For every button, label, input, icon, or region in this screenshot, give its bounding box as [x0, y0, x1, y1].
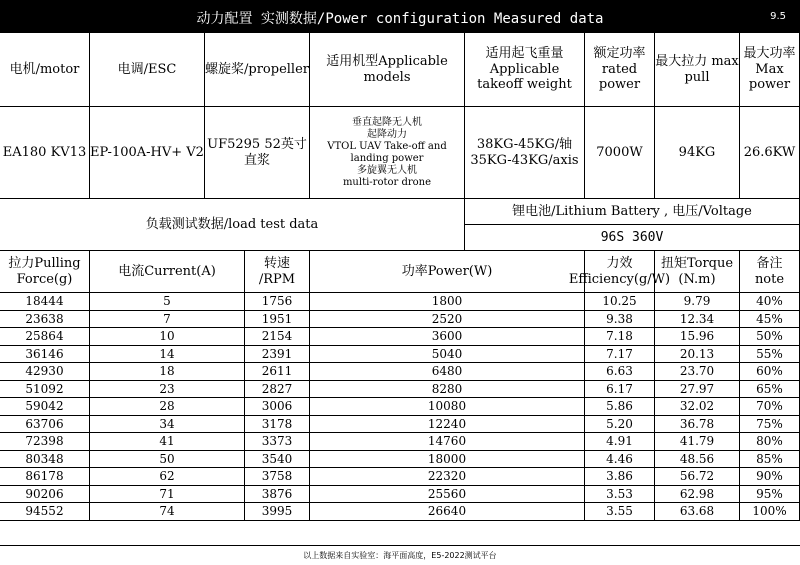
spec-header-esc: 电调/ESC [90, 33, 205, 107]
table-cell-r4-c5: 7.17 [585, 346, 655, 364]
table-cell-r8-c6: 36.78 [655, 416, 740, 434]
version-label: 9.5 [770, 11, 786, 22]
table-cell-r8-c5: 5.20 [585, 416, 655, 434]
table-cell-r12-c2: 71 [90, 486, 245, 504]
table-cell-r10-c1: 80348 [0, 451, 90, 469]
table-cell-r3-c2: 10 [90, 328, 245, 346]
table-cell-r5-c4: 6480 [310, 363, 585, 381]
table-cell-r1-c1: 18444 [0, 293, 90, 311]
table-cell-r10-c4: 18000 [310, 451, 585, 469]
spec-header-propeller: 螺旋桨/propeller [205, 33, 310, 107]
data-sheet [0, 33, 800, 564]
table-cell-r13-c2: 74 [90, 503, 245, 521]
table-cell-r3-c1: 25864 [0, 328, 90, 346]
table-cell-r10-c7: 85% [740, 451, 800, 469]
spec-header-max-pull: 最大拉力 max pull [655, 33, 740, 107]
table-cell-r5-c1: 42930 [0, 363, 90, 381]
table-cell-r13-c3: 3995 [245, 503, 310, 521]
table-header-7: 备注 note [740, 251, 800, 293]
table-cell-r3-c4: 3600 [310, 328, 585, 346]
table-cell-r13-c6: 63.68 [655, 503, 740, 521]
spec-header-takeoff-weight: 适用起飞重量 Applicable takeoff weight [465, 33, 585, 107]
table-header-6: 扭矩Torque (N.m) [655, 251, 740, 293]
table-cell-r8-c1: 63706 [0, 416, 90, 434]
table-cell-r3-c5: 7.18 [585, 328, 655, 346]
table-cell-r4-c4: 5040 [310, 346, 585, 364]
battery-label: 锂电池/Lithium Battery , 电压/Voltage [465, 199, 800, 225]
table-cell-r6-c6: 27.97 [655, 381, 740, 399]
table-cell-r6-c7: 65% [740, 381, 800, 399]
table-cell-r1-c3: 1756 [245, 293, 310, 311]
table-cell-r12-c7: 95% [740, 486, 800, 504]
table-cell-r13-c1: 94552 [0, 503, 90, 521]
table-header-4: 功率Power(W) [310, 251, 585, 293]
table-cell-r1-c5: 10.25 [585, 293, 655, 311]
spec-value-rated-power: 7000W [585, 107, 655, 199]
spec-value-models-line: 多旋翼无人机 [357, 164, 417, 176]
table-cell-r4-c1: 36146 [0, 346, 90, 364]
spec-value-takeoff-weight-line: 35KG-43KG/axis [470, 152, 579, 168]
table-cell-r2-c4: 2520 [310, 311, 585, 329]
spec-value-models-line: VTOL UAV Take-off and landing power [327, 140, 447, 164]
table-cell-r1-c7: 40% [740, 293, 800, 311]
table-cell-r2-c5: 9.38 [585, 311, 655, 329]
battery-value: 96S 360V [465, 225, 800, 251]
table-cell-r12-c1: 90206 [0, 486, 90, 504]
table-cell-r12-c3: 3876 [245, 486, 310, 504]
spec-value-takeoff-weight [465, 107, 585, 199]
table-cell-r11-c7: 90% [740, 468, 800, 486]
spec-value-models-line: 垂直起降无人机 [352, 116, 422, 128]
table-cell-r11-c1: 86178 [0, 468, 90, 486]
table-cell-r11-c6: 56.72 [655, 468, 740, 486]
table-cell-r7-c2: 28 [90, 398, 245, 416]
spec-value-models-line: multi-rotor drone [342, 176, 432, 188]
table-cell-r3-c7: 50% [740, 328, 800, 346]
table-cell-r10-c3: 3540 [245, 451, 310, 469]
table-cell-r2-c7: 45% [740, 311, 800, 329]
spec-value-models [310, 107, 465, 199]
table-cell-r2-c2: 7 [90, 311, 245, 329]
table-cell-r9-c6: 41.79 [655, 433, 740, 451]
spec-value-esc: EP-100A-HV+ V2 [90, 107, 205, 199]
table-cell-r7-c3: 3006 [245, 398, 310, 416]
spec-value-max-power: 26.6KW [740, 107, 800, 199]
table-header-3: 转速 /RPM [245, 251, 310, 293]
table-cell-r11-c4: 22320 [310, 468, 585, 486]
table-header-1: 拉力Pulling Force(g) [0, 251, 90, 293]
table-cell-r5-c7: 60% [740, 363, 800, 381]
table-cell-r8-c2: 34 [90, 416, 245, 434]
spec-value-takeoff-weight-line: 38KG-45KG/轴 [476, 136, 573, 152]
table-cell-r11-c5: 3.86 [585, 468, 655, 486]
table-cell-r3-c3: 2154 [245, 328, 310, 346]
page-title: 动力配置 实测数据/Power configuration Measured data [196, 11, 604, 27]
table-cell-r9-c5: 4.91 [585, 433, 655, 451]
table-cell-r6-c4: 8280 [310, 381, 585, 399]
table-cell-r7-c1: 59042 [0, 398, 90, 416]
table-cell-r4-c6: 20.13 [655, 346, 740, 364]
table-cell-r2-c1: 23638 [0, 311, 90, 329]
table-cell-r11-c3: 3758 [245, 468, 310, 486]
spec-header-rated-power: 额定功率 rated power [585, 33, 655, 107]
load-test-label: 负载测试数据/load test data [0, 199, 465, 251]
table-cell-r13-c4: 26640 [310, 503, 585, 521]
spec-header-models: 适用机型Applicable models [310, 33, 465, 107]
table-cell-r5-c3: 2611 [245, 363, 310, 381]
table-cell-r9-c2: 41 [90, 433, 245, 451]
table-cell-r3-c6: 15.96 [655, 328, 740, 346]
table-cell-r5-c2: 18 [90, 363, 245, 381]
table-header-5: 力效 Efficiency(g/W) [585, 251, 655, 293]
spec-header-max-power: 最大功率 Max power [740, 33, 800, 107]
table-cell-r6-c2: 23 [90, 381, 245, 399]
table-cell-r1-c4: 1800 [310, 293, 585, 311]
table-cell-r9-c3: 3373 [245, 433, 310, 451]
table-cell-r12-c4: 25560 [310, 486, 585, 504]
table-cell-r7-c4: 10080 [310, 398, 585, 416]
table-cell-r4-c2: 14 [90, 346, 245, 364]
table-cell-r8-c4: 12240 [310, 416, 585, 434]
table-cell-r9-c4: 14760 [310, 433, 585, 451]
table-header-2: 电流Current(A) [90, 251, 245, 293]
spec-value-models-line: 起降动力 [367, 128, 407, 140]
spec-value-max-pull: 94KG [655, 107, 740, 199]
table-cell-r1-c6: 9.79 [655, 293, 740, 311]
table-cell-r13-c5: 3.55 [585, 503, 655, 521]
table-cell-r7-c6: 32.02 [655, 398, 740, 416]
table-cell-r13-c7: 100% [740, 503, 800, 521]
table-cell-r10-c2: 50 [90, 451, 245, 469]
table-cell-r9-c7: 80% [740, 433, 800, 451]
table-cell-r7-c7: 70% [740, 398, 800, 416]
spec-value-propeller: UF5295 52英寸 直浆 [205, 107, 310, 199]
title-bar [0, 0, 800, 33]
table-cell-r1-c2: 5 [90, 293, 245, 311]
table-cell-r5-c6: 23.70 [655, 363, 740, 381]
footer-note: 以上数据来自实验室：海平面高度，E5-2022测试平台 [0, 545, 800, 564]
table-cell-r10-c5: 4.46 [585, 451, 655, 469]
table-cell-r2-c3: 1951 [245, 311, 310, 329]
table-cell-r10-c6: 48.56 [655, 451, 740, 469]
spec-header-motor: 电机/motor [0, 33, 90, 107]
table-cell-r8-c3: 3178 [245, 416, 310, 434]
table-cell-r12-c5: 3.53 [585, 486, 655, 504]
spec-value-motor: EA180 KV13 [0, 107, 90, 199]
table-cell-r6-c1: 51092 [0, 381, 90, 399]
table-cell-r4-c7: 55% [740, 346, 800, 364]
table-cell-r8-c7: 75% [740, 416, 800, 434]
table-cell-r6-c3: 2827 [245, 381, 310, 399]
table-cell-r9-c1: 72398 [0, 433, 90, 451]
table-cell-r11-c2: 62 [90, 468, 245, 486]
table-cell-r7-c5: 5.86 [585, 398, 655, 416]
table-cell-r6-c5: 6.17 [585, 381, 655, 399]
table-cell-r12-c6: 62.98 [655, 486, 740, 504]
table-cell-r2-c6: 12.34 [655, 311, 740, 329]
table-cell-r4-c3: 2391 [245, 346, 310, 364]
table-cell-r5-c5: 6.63 [585, 363, 655, 381]
